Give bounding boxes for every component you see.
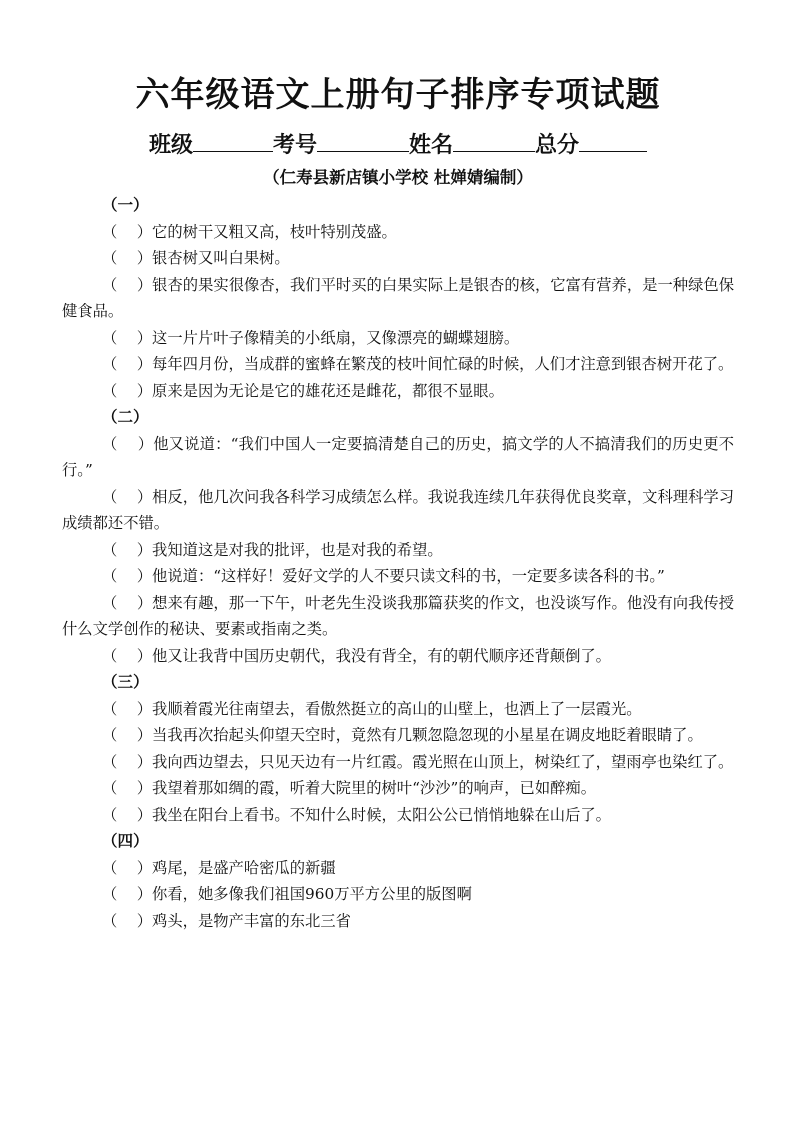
score-label: 总分 bbox=[535, 133, 580, 158]
sentence-text: 我向西边望去，只见天边有一片红霞。霞光照在山顶上，树染红了，望雨亭也染红了。 bbox=[152, 752, 734, 771]
author-byline: （仁寿县新店镇小学校 杜婵婧编制） bbox=[263, 168, 533, 187]
sentence-text: 他又让我背中国历史朝代，我没有背全，有的朝代顺序还背颠倒了。 bbox=[152, 646, 611, 665]
sentence-text: 它的树干又粗又高，枝叶特别茂盛。 bbox=[152, 222, 397, 241]
order-blank[interactable]: （ ） bbox=[102, 487, 153, 506]
sentence-item bbox=[62, 643, 734, 670]
section-3 bbox=[62, 669, 734, 828]
name-label: 姓名 bbox=[409, 133, 454, 158]
order-blank[interactable]: （ ） bbox=[102, 381, 153, 400]
sentence-text: 原来是因为无论是它的雄花还是雌花，都很不显眼。 bbox=[152, 381, 504, 400]
sentence-item bbox=[62, 272, 734, 325]
exam-page bbox=[62, 68, 734, 934]
order-blank[interactable]: （ ） bbox=[102, 249, 153, 267]
order-blank[interactable]: （ ） bbox=[102, 434, 154, 453]
exam-no-blank[interactable] bbox=[317, 149, 409, 152]
class-blank[interactable] bbox=[193, 149, 273, 152]
section-2 bbox=[62, 404, 734, 669]
score-blank[interactable] bbox=[579, 149, 647, 152]
name-blank[interactable] bbox=[453, 149, 535, 152]
sentence-item bbox=[62, 722, 734, 749]
sentence-text: 我望着那如绸的霞，听着大院里的树叶“沙沙”的响声，已如醉痴。 bbox=[152, 779, 597, 797]
page-title: 六年级语文上册句子排序专项试题 bbox=[135, 75, 661, 115]
sentence-text: 他说道：“这样好！爱好文学的人不要只读文科的书，一定要多读各科的书。” bbox=[152, 567, 665, 585]
order-blank[interactable]: （ ） bbox=[102, 779, 153, 797]
order-blank[interactable]: （ ） bbox=[102, 646, 153, 665]
sentence-text: 银杏的果实很像杏，我们平时买的白果实际上是银杏的核，它富有营养，是一种绿色保健食品。 bbox=[62, 275, 734, 320]
order-blank[interactable]: （ ） bbox=[102, 726, 153, 744]
sentence-item bbox=[62, 775, 734, 802]
order-blank[interactable]: （ ） bbox=[102, 699, 153, 718]
sentence-text: 我坐在阳台上看书。不知什么时候，太阳公公已悄悄地躲在山后了。 bbox=[152, 805, 611, 824]
sentence-item bbox=[62, 325, 734, 352]
order-blank[interactable]: （ ） bbox=[102, 805, 153, 824]
order-blank[interactable]: （ ） bbox=[102, 911, 153, 930]
sentence-text: 你看，她多像我们祖国960万平方公里的版图啊 bbox=[152, 885, 472, 903]
order-blank[interactable]: （ ） bbox=[102, 885, 153, 903]
sentence-item bbox=[62, 484, 734, 537]
order-blank[interactable]: （ ） bbox=[102, 275, 153, 294]
sentence-item bbox=[62, 881, 734, 908]
exam-no-label: 考号 bbox=[272, 133, 317, 158]
class-label: 班级 bbox=[148, 133, 193, 158]
sentence-text: 当我再次抬起头仰望天空时，竟然有几颗忽隐忽现的小星星在调皮地眨着眼睛了。 bbox=[152, 726, 703, 744]
sentence-text: 我知道这是对我的批评，也是对我的希望。 bbox=[152, 540, 443, 559]
sentence-text: 鸡头，是物产丰富的东北三省 bbox=[152, 911, 351, 930]
sentence-item bbox=[62, 537, 734, 564]
student-info-line bbox=[62, 128, 734, 164]
sentence-text: 这一片片叶子像精美的小纸扇，又像漂亮的蝴蝶翅膀。 bbox=[152, 328, 520, 347]
sentence-item bbox=[62, 749, 734, 776]
sentence-item bbox=[62, 563, 734, 590]
order-blank[interactable]: （ ） bbox=[102, 567, 153, 585]
sentence-text: 相反，他几次问我各科学习成绩怎么样。我说我连续几年获得优良奖章，文科理科学习成绩都还不错。 bbox=[62, 487, 734, 532]
sentence-item bbox=[62, 590, 734, 643]
sentence-item bbox=[62, 696, 734, 723]
sentence-item bbox=[62, 908, 734, 935]
sentence-item bbox=[62, 351, 734, 378]
sentence-item bbox=[62, 245, 734, 272]
order-blank[interactable]: （ ） bbox=[102, 540, 153, 559]
section-1 bbox=[62, 192, 734, 404]
sentence-text: 每年四月份，当成群的蜜蜂在繁茂的枝叶间忙碌的时候，人们才注意到银杏树开花了。 bbox=[152, 355, 734, 373]
order-blank[interactable]: （ ） bbox=[102, 328, 153, 347]
section-label: （二） bbox=[102, 408, 149, 426]
sentence-text: 银杏树又叫白果树。 bbox=[152, 249, 290, 267]
section-4 bbox=[62, 828, 734, 934]
order-blank[interactable]: （ ） bbox=[102, 752, 153, 771]
sentence-item bbox=[62, 855, 734, 882]
sentence-item bbox=[62, 378, 734, 405]
sentence-text: 他又说道：“我们中国人一定要搞清楚自己的历史，搞文学的人不搞清我们的历史更不行。” bbox=[62, 434, 734, 479]
order-blank[interactable]: （ ） bbox=[102, 858, 153, 877]
sentence-item bbox=[62, 219, 734, 246]
section-label: （一） bbox=[102, 196, 149, 214]
section-label: （三） bbox=[102, 673, 149, 691]
sentence-text: 我顺着霞光往南望去，看傲然挺立的高山的山壁上，也洒上了一层霞光。 bbox=[152, 699, 642, 718]
order-blank[interactable]: （ ） bbox=[102, 222, 153, 241]
sentence-item bbox=[62, 431, 734, 484]
order-blank[interactable]: （ ） bbox=[102, 593, 153, 612]
order-blank[interactable]: （ ） bbox=[102, 355, 153, 373]
sentence-item bbox=[62, 802, 734, 829]
sentence-text: 鸡尾，是盛产哈密瓜的新疆 bbox=[152, 858, 336, 877]
sentence-text: 想来有趣，那一下午，叶老先生没谈我那篇获奖的作文，也没谈写作。他没有向我传授什么文学创作的秘诀、要素或指南之类。 bbox=[62, 593, 734, 638]
section-label: （四） bbox=[102, 832, 149, 850]
